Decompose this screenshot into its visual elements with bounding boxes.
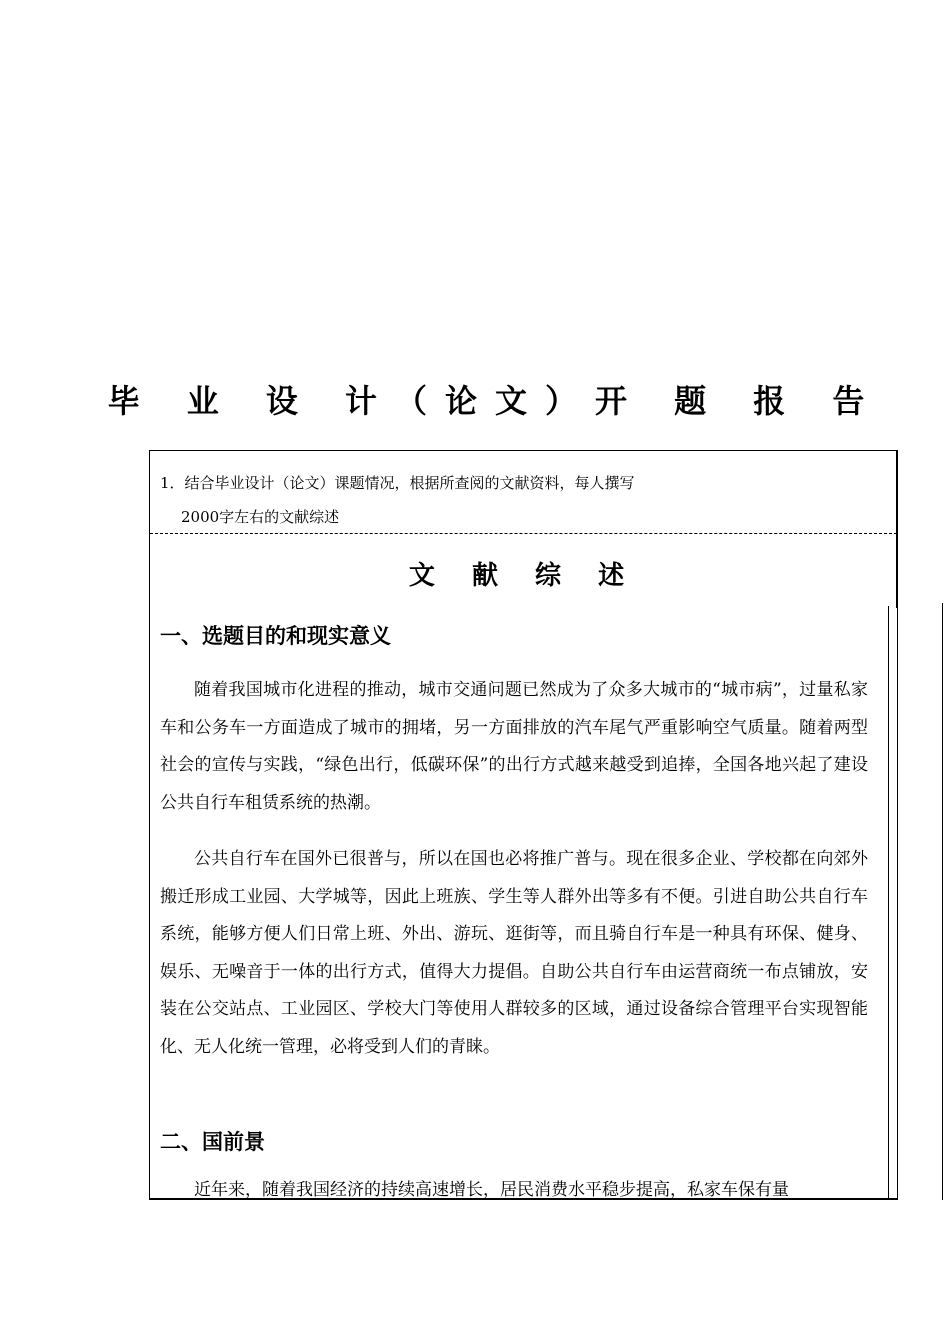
paragraph-3: 近年来，随着我国经济的持续高速增长，居民消费水平稳步提高，私家车保有量 bbox=[194, 1180, 789, 1200]
paragraph-1: 随着我国城市化进程的推动，城市交通问题已然成为了众多大城市的“城市病”，过量私家车和公务车一方面造成了城市的拥堵，另一方面排放的汽车尾气严重影响空气质量。随着两型社会的宣传与实践，“绿色出行，低碳环保”的出行方式越来越受到追捧，全国各地兴起了建设公共自行车租赁系统的热潮。 bbox=[160, 680, 868, 813]
instruction-block bbox=[160, 466, 635, 534]
instruction-line-1: 1．结合毕业设计（论文）课题情况，根据所查阅的文献资料，每人撰写 bbox=[160, 474, 635, 492]
section-heading-1: 一、选题目的和现实意义 bbox=[160, 624, 391, 648]
instruction-line-2: 2000字左右的文献综述 bbox=[181, 508, 340, 526]
paragraph-2: 公共自行车在国外已很普与，所以在国也必将推广普与。现在很多企业、学校都在向郊外搬迁形成工业园、大学城等，因此上班族、学生等人群外出等多有不便。引进自助公共自行车系统，能够方便人们日常上班、外出、游玩、逛街等，而且骑自行车是一种具有环保、健身、娱乐、无噪音于一体的出行方式，值得大力提倡。自助公共自行车由运营商统一布点铺放，安装在公交站点、工业园区、学校大门等使用人群较多的区域，通过设备综合管理平台实现智能化、无人化统一管理，必将受到人们的青睐。 bbox=[160, 849, 868, 1057]
review-title: 文 献 综 述 bbox=[408, 561, 639, 591]
page-edge-line bbox=[942, 603, 943, 1200]
section-heading-2: 二、国前景 bbox=[160, 1130, 265, 1154]
dashed-separator bbox=[150, 533, 897, 534]
report-title: 毕 业 设 计（论文）开 题 报 告 bbox=[107, 382, 883, 420]
inner-border-right bbox=[888, 606, 889, 1200]
